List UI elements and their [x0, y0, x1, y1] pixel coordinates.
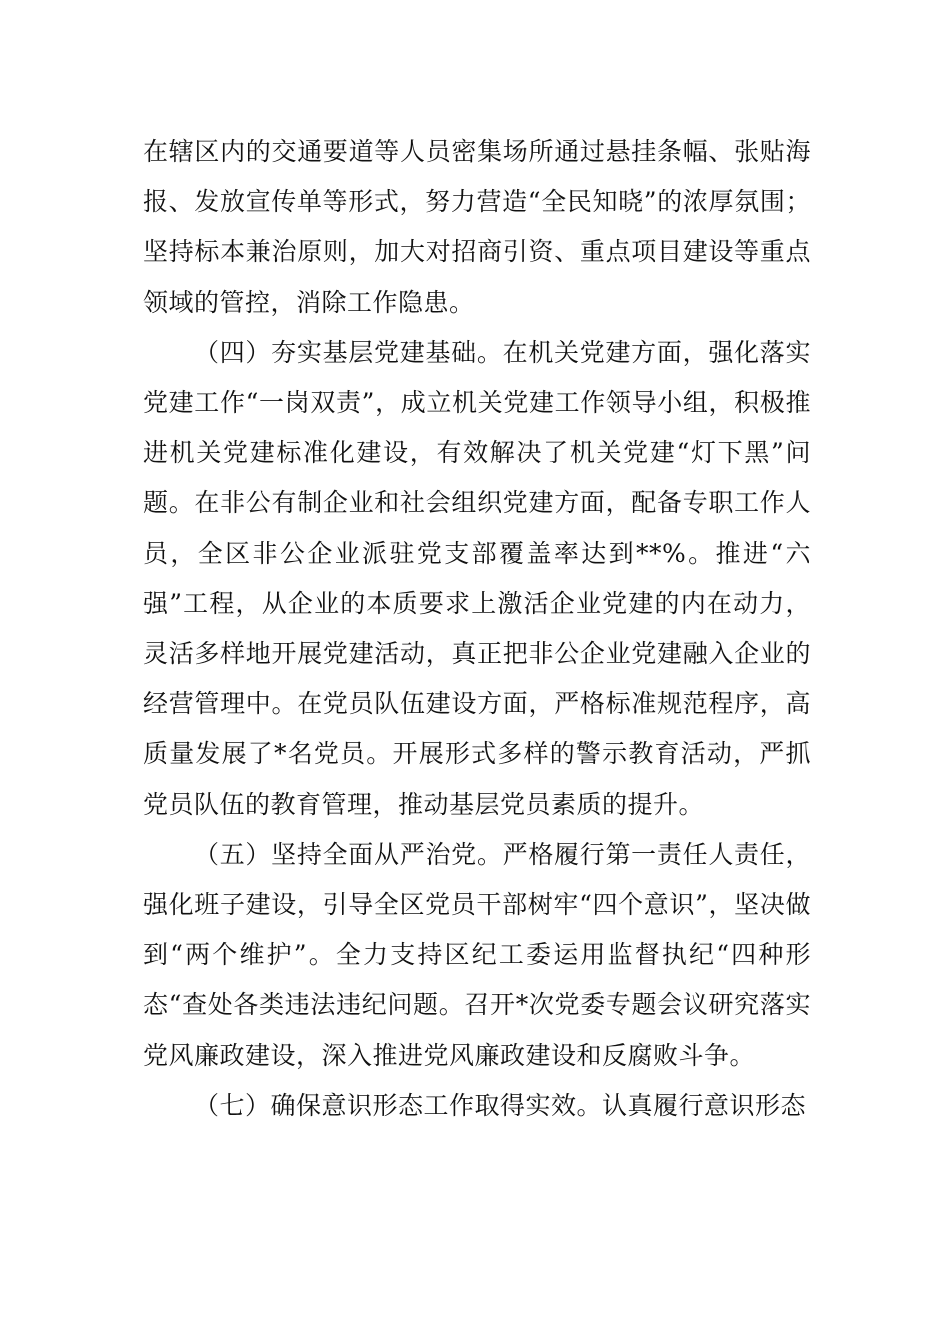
- document-body: [143, 127, 811, 1131]
- paragraph-section-5: （五）坚持全面从严治党。严格履行第一责任人责任，强化班子建设，引导全区党员干部树牢“四个意识”，坚决做到“两个维护”。全力支持区纪工委运用监督执纪“四种形态“查处各类违法违纪问题。召开*次党委专题会议研究落实党风廉政建设，深入推进党风廉政建设和反腐败斗争。: [143, 839, 811, 1070]
- paragraph-section-7: （七）确保意识形态工作取得实效。认真履行意识形态: [194, 1090, 807, 1120]
- paragraph-continued: 在辖区内的交通要道等人员密集场所通过悬挂条幅、张贴海报、发放宣传单等形式，努力营造“全民知晓”的浓厚氛围；坚持标本兼治原则，加大对招商引资、重点项目建设等重点领域的管控，消除工作隐患。: [143, 137, 811, 317]
- paragraph-section-4: （四）夯实基层党建基础。在机关党建方面，强化落实党建工作“一岗双责”，成立机关党建工作领导小组，积极推进机关党建标准化建设，有效解决了机关党建“灯下黑”问题。在非公有制企业和社会组织党建方面，配备专职工作人员，全区非公企业派驻党支部覆盖率达到**%。推进“六强”工程，从企业的本质要求上激活企业党建的内在动力，灵活多样地开展党建活动，真正把非公企业党建融入企业的经营管理中。在党员队伍建设方面，严格标准规范程序，高质量发展了*名党员。开展形式多样的警示教育活动，严抓党员队伍的教育管理，推动基层党员素质的提升。: [143, 337, 811, 819]
